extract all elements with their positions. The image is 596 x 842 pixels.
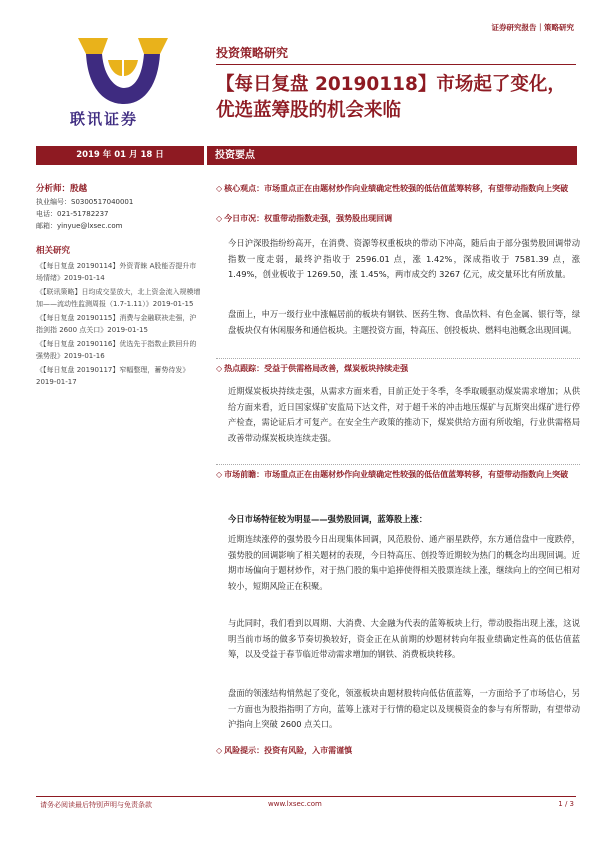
footer-disclaimer[interactable]: 请务必阅读最后特别声明与免责条款	[40, 801, 152, 809]
analyst-email[interactable]: 邮箱：yinyue@lxsec.com	[36, 222, 123, 230]
page-number: 1 / 3	[558, 800, 574, 808]
diamond-bullet-icon: ◇	[216, 214, 223, 223]
analyst-label: 分析师：	[36, 184, 71, 194]
risk-warning: ◇ 风险提示：投资有风险，入市需谨慎	[216, 746, 353, 755]
related-item[interactable]: 《【每日复盘 20190114】外资青睐 A股能否提升市场情绪》2019-01-14	[36, 262, 197, 282]
report-type: 证券研究报告｜策略研究	[491, 23, 574, 32]
diamond-bullet-icon: ◇	[216, 746, 223, 755]
divider	[216, 358, 580, 359]
core-view: ◇ 核心观点：市场重点正在由题材炒作向业绩确定性较强的低估值蓝筹转移，有望带动指数向上突破	[216, 184, 569, 193]
report-title: 【每日复盘 20190118】市场起了变化，优选蓝筹股的机会来临	[216, 74, 566, 121]
outlook-heading: ◇ 市场前瞻：市场重点正在由题材炒作向业绩确定性较强的低估值蓝筹转移，有望带动指数向上突破	[216, 470, 569, 479]
related-item[interactable]: 《【每日复盘 20190116】优选先于指数止跌回升的强势股》2019-01-16	[36, 340, 197, 360]
related-item[interactable]: 《【每日复盘 20190117】窄幅整理，蓄势待发》2019-01-17	[36, 366, 190, 386]
related-label: 相关研究	[36, 246, 71, 256]
logo-text: 联讯证券	[70, 110, 139, 128]
divider	[216, 464, 580, 465]
report-date: 2019 年 01 月 18 日	[36, 146, 204, 165]
section-title: 投资策略研究	[216, 46, 289, 60]
paragraph-coal: 近期煤炭板块持续走强，从需求方面来看，目前正处于冬季，冬季取暖驱动煤炭需求增加；从供给方面来看，近日国家煤矿安监局下达文件，对于超千米的冲击地压煤矿与瓦斯突出煤矿进行停产检查，需论证后才可复产。在安全生产政策的推动下，煤炭供给方面有所收缩，行业供需格局改善带动煤炭板块连续走强。	[228, 386, 580, 443]
analyst-name: 殷越	[70, 184, 88, 194]
paragraph-bluechip: 与此同时，我们看到以周期、大消费、大金融为代表的蓝筹板块上行，带动股指出现上涨，这说明当前市场的做多节奏切换较好，资金正在从前期的炒题材转向年报业绩确定性高的低估值蓝筹，以及受益于春节临近带动需求增加的钢铁、消费板块转移。	[228, 618, 580, 659]
diamond-bullet-icon: ◇	[216, 470, 223, 479]
footer-website[interactable]: www.lxsec.com	[268, 800, 322, 808]
hotspot-heading: ◇ 热点跟踪：受益于供需格局改善，煤炭板块持续走强	[216, 364, 409, 373]
title-divider	[216, 64, 576, 65]
footer-divider	[36, 796, 576, 797]
paragraph-structure: 盘面的领涨结构悄然起了变化，领涨板块由题材股转向低估值蓝筹，一方面给予了市场信心，另一方面也为股指指明了方向，蓝筹上涨对于行情的稳定以及规模资金的参与有所帮助，有望带动沪指向上突破 2600 点关口。	[228, 688, 580, 729]
analyst-phone: 电话：021-51782237	[36, 210, 109, 218]
related-item[interactable]: 《【每日复盘 20190115】消费与金融联袂走强，沪指剑指 2600 点关口》2019-01-15	[36, 314, 197, 334]
outlook-subheading: 今日市场特征较为明显——强势股回调，蓝筹股上涨：	[228, 514, 428, 524]
key-points-header: 投资要点	[207, 146, 577, 165]
related-item[interactable]: 《【联讯策略】日均成交显放大，北上资金流入规模增加——流动性监测周报（1.7-1.11）》2019-01-15	[36, 288, 201, 308]
diamond-bullet-icon: ◇	[216, 364, 223, 373]
paragraph-pullback: 近期连续涨停的强势股今日出现集体回调，风范股份、通产丽星跌停，东方通信盘中一度跌停，强势股的回调影响了相关题材的表现，今日特高压、创投等近期较为热门的概念均出现回调。近期市场偏向于题材炒作，对于热门股的集中追捧使得相关股票连续上涨，继续向上的空间已相对较小，短期风险正在积聚。	[228, 534, 580, 591]
diamond-bullet-icon: ◇	[216, 184, 223, 193]
related-research	[36, 244, 202, 388]
today-market-heading: ◇ 今日市况：权重带动指数走强，强势股出现回调	[216, 214, 393, 223]
paragraph-sectors: 盘面上，申万一级行业中涨幅居前的板块有钢铁、医药生物、食品饮料、有色金属、银行等，绿盘板块仅有休闲服务和通信板块。主题投资方面，特高压、创投板块、燃料电池概念出现回调。	[228, 309, 580, 335]
paragraph-market: 今日沪深股指纷纷高开，在消费、资源等权重板块的带动下冲高，随后由于部分强势股回调带动指数一度走弱，最终沪指收于 2596.01 点，涨 1.42%，深成指收于 7581.39 点，涨 1.49%，创业板收于 1269.50，涨 1.45%，两市成交约 3267 亿元，成交量环比有所放量。	[228, 238, 580, 279]
analyst-block	[36, 182, 202, 232]
analyst-license: 执业编号：S0300517040001	[36, 198, 134, 206]
company-logo	[64, 30, 182, 130]
